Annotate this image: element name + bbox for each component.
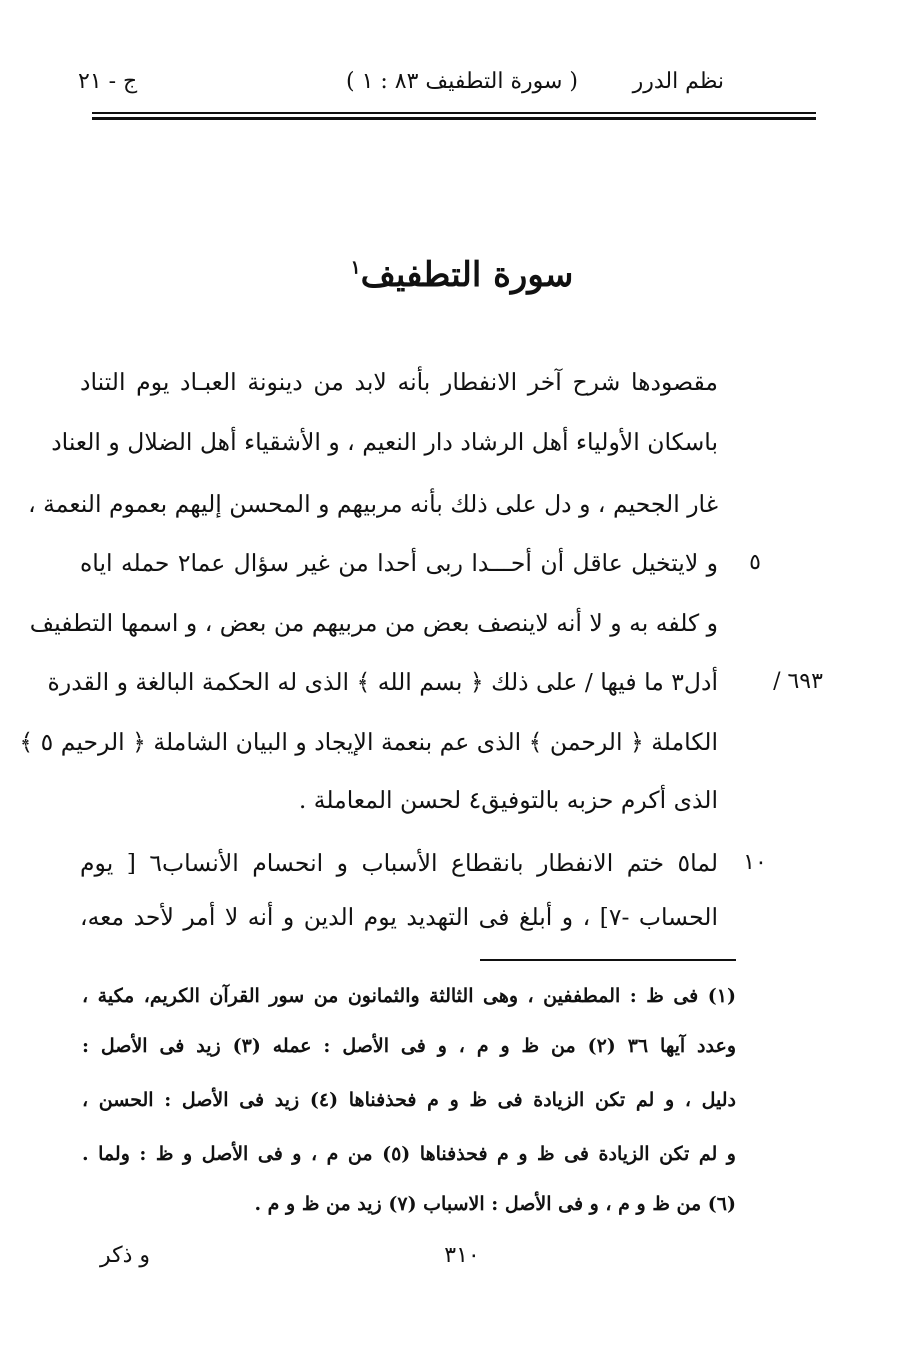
chapter-title-text: سورة التطفيف [360,255,574,295]
header-surah-reference: ( سورة التطفيف ٨٣ : ١ ) [345,69,578,94]
footnote-line: (٦) من ظ و م ، و فى الأصل : الاسباب (٧) زيد من ظ و م . [254,1193,736,1215]
footnote-line: و لم تكن الزيادة فى ظ و م فحذفناها (٥) من م ، و فى الأصل و ظ : ولما . [82,1143,736,1165]
line-number: ٥ [749,550,761,575]
header-rule-thick [92,117,816,120]
header-rule-thin [92,112,816,114]
footnote-line: وعدد آيها ٣٦ (٢) من ظ و م ، و فى الأصل : عمله (٣) زيد فى الأصل : [82,1035,736,1057]
footnote-line: (١) فى ظ : المطففين ، وهى الثالثة والثمانون من سور القرآن الكريم، مكية ، [82,985,736,1007]
margin-page-reference: ٦٩٣ / [773,669,823,694]
body-line: الذى أكرم حزبه بالتوفيق٤ لحسن المعاملة . [298,786,718,814]
chapter-title [0,248,924,302]
body-line: باسكان الأولياء أهل الرشاد دار النعيم ، و الأشقياء أهل الضلال و العناد [51,428,718,456]
body-line: مقصودها شرح آخر الانفطار بأنه لابد من دينونة العبـاد يوم التناد [80,368,718,396]
body-line: و لايتخيل عاقل أن أحـــدا ربى أحدا من غير سؤال عما٢ حمله اياه [80,549,718,577]
body-line: الكاملة ﴿ الرحمن ﴾ الذى عم بنعمة الإيجاد و البيان الشاملة ﴿ الرحيم ٥ ﴾ [19,728,718,756]
body-line: لما٥ ختم الانفطار بانقطاع الأسباب و انحسام الأنساب٦ [ يوم [80,849,719,877]
body-line: غار الجحيم ، و دل على ذلك بأنه مربيهم و المحسن إليهم بعموم النعمة ، [28,490,718,518]
header-volume: ج - ٢١ [78,69,138,94]
catchword: و ذكر [100,1243,151,1268]
line-number: ١٠ [743,850,767,875]
body-line: أدل٣ ما فيها / على ذلك ﴿ بسم الله ﴾ الذى له الحكمة البالغة و القدرة [47,668,718,696]
body-line: و كلفه به و لا أنه لاينصف بعض من مربيهم من بعض ، و اسمها التطفيف [29,609,718,637]
body-line: الحساب -٧] ، و أبلغ فى التهديد يوم الدين و أنه لا أمر لأحد معه، [80,903,718,931]
footnote-line: دليل ، و لم تكن الزيادة فى ظ و م فحذفناها (٤) زيد فى الأصل : الحسن ، [82,1089,737,1111]
chapter-title-note-marker: ١ [350,256,361,279]
footnote-separator [480,959,736,961]
page-number: ٣١٠ [444,1243,480,1268]
header-book-title: نظم الدرر [632,69,724,94]
